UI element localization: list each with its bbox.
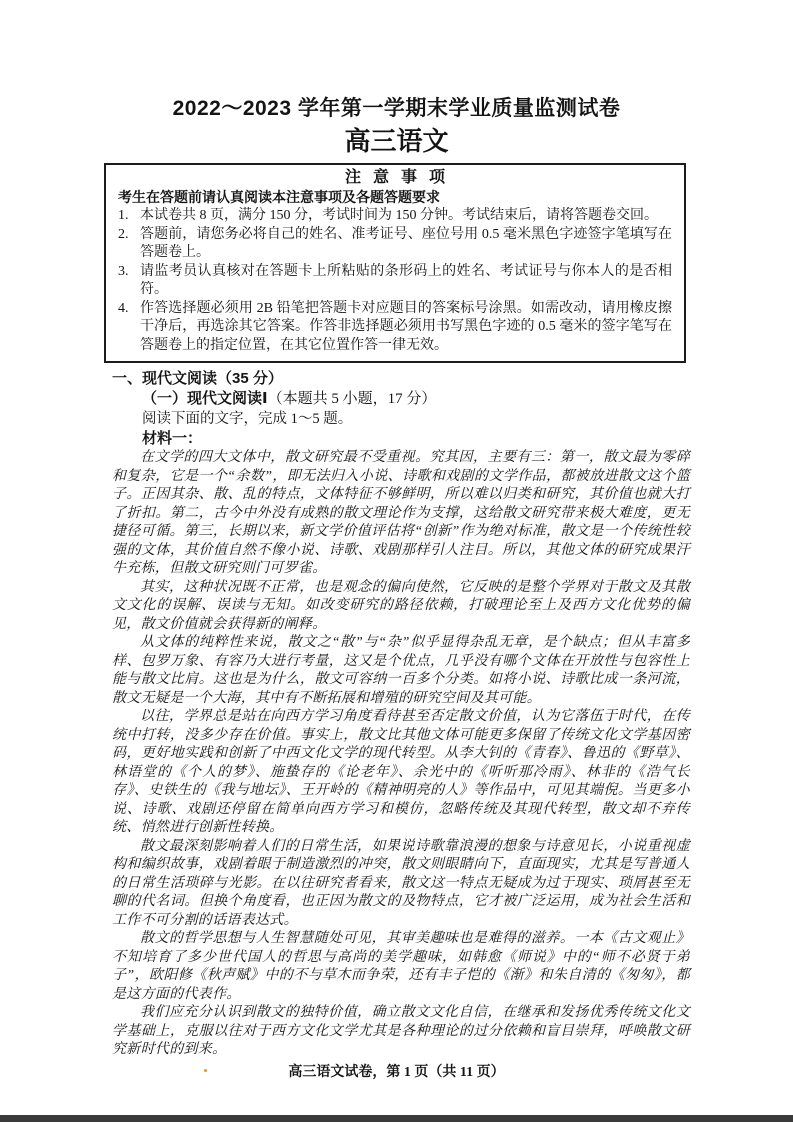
page-footer: 高三语文试卷，第 1 页（共 11 页） <box>288 1064 505 1080</box>
notice-item-4-number: 4. <box>118 300 129 316</box>
paragraph-6: 散文的哲学思想与人生智慧随处可见，其审美趣味也是难得的滋养。一本《古文观止》不知培育了多少世代国人的哲思与高尚的美学趣味，如韩愈《师说》中的“师不必贤于弟子”，欧阳修《秋声赋》中的不与草木而争荣，还有丰子恺的《渐》和朱自清的《匆匆》，都是这方面的代表作。 <box>112 931 690 1002</box>
subsection-label: （一）现代文阅读Ⅰ <box>142 390 268 407</box>
notice-box <box>104 163 686 363</box>
notice-item-1-number: 1. <box>118 208 129 223</box>
paragraph-4: 以往，学界总是站在向西方学习角度看待甚至否定散文价值，认为它落伍于时代，在传统中打转，没多少存在价值。事实上，散文比其他文体可能更多保留了传统文化文学基因密码，更好地实践和创新了中西文化文学的现代转型。从李大钊的《青春》、鲁迅的《野草》、林语堂的《个人的梦》、施蛰存的《论老年》、余光中的《听听那冷雨》、林非的《浩气长存》、史铁生的《我与地坛》、王开岭的《精神明亮的人》等作品中，可见其端倪。当更多小说、诗歌、戏剧还停留在简单向西方学习和模仿，忽略传统及其现代转型，散文却不弃传统、悄然进行创新性转换。 <box>112 709 690 835</box>
material-one-label: 材料一： <box>142 430 203 447</box>
page-title: 2022～2023 学年第一学期末学业质量监测试卷 <box>172 97 621 120</box>
subsection-heading <box>142 389 690 409</box>
notice-item-1 <box>118 207 672 226</box>
notice-item-3 <box>118 263 672 300</box>
notice-header: 注意事项 <box>344 169 457 186</box>
paragraph-1: 在文学的四大文体中，散文研究最不受重视。究其因，主要有三：第一，散文最为零碎和复杂，它是一个“余数”，即无法归入小说、诗歌和戏剧的文学作品，都被放进散文这个篮子。正因其杂、散、乱的特点，文体特征不够鲜明，所以难以归类和研究，其价值也就大打了折扣。第二，古今中外没有成熟的散文理论作为支撑，这给散文研究带来极大难度，更无捷径可循。第三，长期以来，新文学价值评估将“创新”作为绝对标准，散文是一个传统性较强的文体，其价值自然不像小说、诗歌、戏剧那样引人注目。所以，其他文体的研究成果汗牛充栋，但散文研究则门可罗雀。 <box>112 450 690 576</box>
section-heading: 一、现代文阅读（35 分） <box>112 370 283 387</box>
paragraph-5: 散文最深刻影响着人们的日常生活，如果说诗歌靠浪漫的想象与诗意见长，小说重视虚构和编织故事，戏剧着眼于制造激烈的冲突，散文则眼睛向下，直面现实，尤其是写普通人的日常生活琐碎与光影。在以往研究者看来，散文这一特点无疑成为过于现实、琐屑甚至无聊的代名词。但换个角度看，也正因为散文的及物特点，它才被广泛运用，成为社会生活和工作不可分割的话语表达式。 <box>112 838 690 928</box>
exam-content <box>112 369 690 1060</box>
notice-item-2-text: 答题前，请您务必将自己的姓名、准考证号、座位号用 0.5 毫米黑色字迹签字笔填写在答题卷上。 <box>140 226 672 260</box>
notice-item-4-text: 作答选择题必须用 2B 铅笔把答题卡对应题目的答案标号涂黑。如需改动，请用橡皮擦干净后，再选涂其它答案。作答非选择题必须用书写黑色字迹的 0.5 毫米的签字笔写在答题卷上的指定位置，在其它位置作答一律无效。 <box>140 300 672 353</box>
paragraph-3: 从文体的纯粹性来说，散文之“散”与“杂”似乎显得杂乱无章，是个缺点；但从丰富多样、包罗万象、有容乃大进行考量，这又是个优点，几乎没有哪个文体在开放性与包容性上能与散文比肩。这也是为什么，散文可容纳一百多个分类。如将小说、诗歌比成一条河流，散文无疑是一个大海，其中有不断拓展和增殖的研究空间及其可能。 <box>112 635 690 706</box>
paragraph-2: 其实，这种状况既不正常，也是观念的偏向使然，它反映的是整个学界对于散文及其散文文化的误解、误读与无知。如改变研究的路径依赖，打破理论至上及西方文化优势的偏见，散文价值就会获得新的阐释。 <box>112 579 690 632</box>
subsection-detail: （本题共 5 小题，17 分） <box>267 391 437 407</box>
notice-item-3-text: 请监考员认真核对在答题卡上所粘贴的条形码上的姓名、考试证号与你本人的是否相符。 <box>140 263 672 297</box>
notice-item-2-number: 2. <box>118 226 129 242</box>
page-subtitle: 高三语文 <box>344 126 449 156</box>
reading-instruction: 阅读下面的文字，完成 1～5 题。 <box>142 411 353 427</box>
notice-item-4 <box>118 300 672 356</box>
scan-artifact-dot <box>204 1069 207 1072</box>
notice-item-2 <box>118 226 672 263</box>
notice-requirement: 考生在答题前请认真阅读本注意事项及各题答题要求 <box>118 189 440 205</box>
paragraph-7: 我们应充分认识到散文的独特价值，确立散文文化自信，在继承和发扬优秀传统文化文学基础上，克服以往对于西方文化文学尤其是各种理论的过分依赖和盲目崇拜，呼唤散文研究新时代的到来。 <box>112 1005 690 1057</box>
material-one-body <box>112 449 690 1060</box>
scan-edge-bar <box>0 1115 793 1122</box>
notice-item-1-text: 本试卷共 8 页，满分 150 分，考试时间为 150 分钟。考试结束后，请将答题卷交回。 <box>140 208 658 223</box>
notice-item-3-number: 3. <box>118 263 129 279</box>
